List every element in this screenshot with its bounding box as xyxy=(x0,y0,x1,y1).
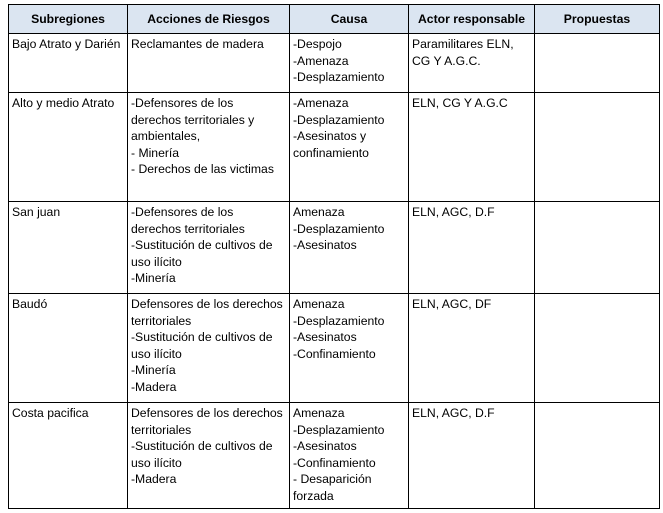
actor-line: Paramilitares ELN, xyxy=(412,37,514,51)
accion-line: -Sustitución de cultivos de xyxy=(131,238,273,253)
subregion-cell xyxy=(9,294,128,403)
subregion-cell xyxy=(9,34,128,93)
causa-line: -Desplazamiento xyxy=(293,221,385,236)
causa-line: -Asesinatos xyxy=(293,439,357,454)
causa-line: -Desplazamiento xyxy=(293,112,385,127)
actor-line: ELN, AGC, DF xyxy=(412,297,492,311)
accion-line: -Sustitución de cultivos de xyxy=(131,439,273,454)
subregion-cell xyxy=(9,403,128,509)
acciones-cell xyxy=(128,93,290,202)
accion-line: territoriales xyxy=(131,422,192,437)
causa-line: Amenaza xyxy=(293,406,345,420)
causa-line: -Confinamiento xyxy=(293,346,376,361)
accion-line: Defensores de los derechos xyxy=(131,297,283,311)
actor-cell xyxy=(409,294,535,403)
causa-line: confinamiento xyxy=(293,145,369,160)
acciones-cell xyxy=(128,202,290,294)
causa-line: - Desaparición xyxy=(293,472,372,487)
actor-cell xyxy=(409,202,535,294)
causa-line: -Asesinatos y xyxy=(293,129,367,144)
header-subregiones: Subregiones xyxy=(9,5,128,34)
table-row xyxy=(9,294,660,403)
table-row xyxy=(9,93,660,202)
accion-line: uso ilícito xyxy=(131,254,182,269)
causa-line: -Desplazamiento xyxy=(293,70,385,85)
accion-line: uso ilícito xyxy=(131,455,182,470)
table-row xyxy=(9,34,660,93)
causa-line: Amenaza xyxy=(293,297,345,311)
subregion-text: Baudó xyxy=(12,297,48,311)
accion-line: -Sustitución de cultivos de xyxy=(131,330,273,345)
accion-line: -Madera xyxy=(131,379,177,394)
actor-line: ELN, AGC, D.F xyxy=(412,205,495,219)
accion-line: -Defensores de los xyxy=(131,205,234,219)
risk-table xyxy=(8,4,660,509)
propuestas-cell xyxy=(535,93,660,202)
causa-line: -Amenaza xyxy=(293,53,349,68)
causa-cell xyxy=(290,403,409,509)
acciones-cell xyxy=(128,294,290,403)
causa-line: Amenaza xyxy=(293,205,345,219)
actor-line: ELN, CG Y A.G.C xyxy=(412,96,508,110)
accion-line: -Defensores de los xyxy=(131,96,234,110)
subregion-text: San juan xyxy=(12,205,61,219)
header-acciones-de-riesgos: Acciones de Riesgos xyxy=(128,5,290,34)
causa-cell xyxy=(290,34,409,93)
actor-line: ELN, AGC, D.F xyxy=(412,406,495,420)
causa-line: -Amenaza xyxy=(293,96,349,110)
actor-line: CG Y A.G.C. xyxy=(412,53,481,68)
accion-line: uso ilícito xyxy=(131,346,182,361)
actor-cell xyxy=(409,93,535,202)
causa-line: -Confinamiento xyxy=(293,455,376,470)
accion-line: Defensores de los derechos xyxy=(131,406,283,420)
acciones-cell xyxy=(128,403,290,509)
subregion-cell xyxy=(9,93,128,202)
accion-line: -Minería xyxy=(131,271,176,286)
subregion-cell xyxy=(9,202,128,294)
propuestas-cell xyxy=(535,202,660,294)
accion-line: Reclamantes de madera xyxy=(131,37,264,51)
accion-line: -Madera xyxy=(131,472,177,487)
causa-line: -Desplazamiento xyxy=(293,313,385,328)
actor-cell xyxy=(409,403,535,509)
accion-line: territoriales xyxy=(131,313,192,328)
actor-cell xyxy=(409,34,535,93)
subregion-text: Bajo Atrato y Darién xyxy=(12,37,121,51)
header-actor-responsable: Actor responsable xyxy=(409,5,535,34)
accion-line: - Minería xyxy=(131,145,180,160)
accion-line: derechos territoriales y xyxy=(131,112,255,127)
table-row xyxy=(9,403,660,509)
propuestas-cell xyxy=(535,34,660,93)
causa-line: -Asesinatos xyxy=(293,330,357,345)
accion-line: - Derechos de las victimas xyxy=(131,162,274,177)
causa-line: -Despojo xyxy=(293,37,342,51)
subregion-text: Alto y medio Atrato xyxy=(12,96,115,110)
table-row xyxy=(9,202,660,294)
propuestas-cell xyxy=(535,294,660,403)
propuestas-cell xyxy=(535,403,660,509)
causa-line: -Desplazamiento xyxy=(293,422,385,437)
causa-cell xyxy=(290,294,409,403)
acciones-cell xyxy=(128,34,290,93)
accion-line: derechos territoriales xyxy=(131,221,245,236)
accion-line: -Minería xyxy=(131,363,176,378)
causa-cell xyxy=(290,202,409,294)
accion-line: ambientales, xyxy=(131,129,201,144)
subregion-text: Costa pacifica xyxy=(12,406,89,420)
causa-line: -Asesinatos xyxy=(293,238,357,253)
causa-cell xyxy=(290,93,409,202)
header-row xyxy=(9,5,660,34)
header-causa: Causa xyxy=(290,5,409,34)
header-propuestas: Propuestas xyxy=(535,5,660,34)
causa-line: forzada xyxy=(293,488,334,503)
